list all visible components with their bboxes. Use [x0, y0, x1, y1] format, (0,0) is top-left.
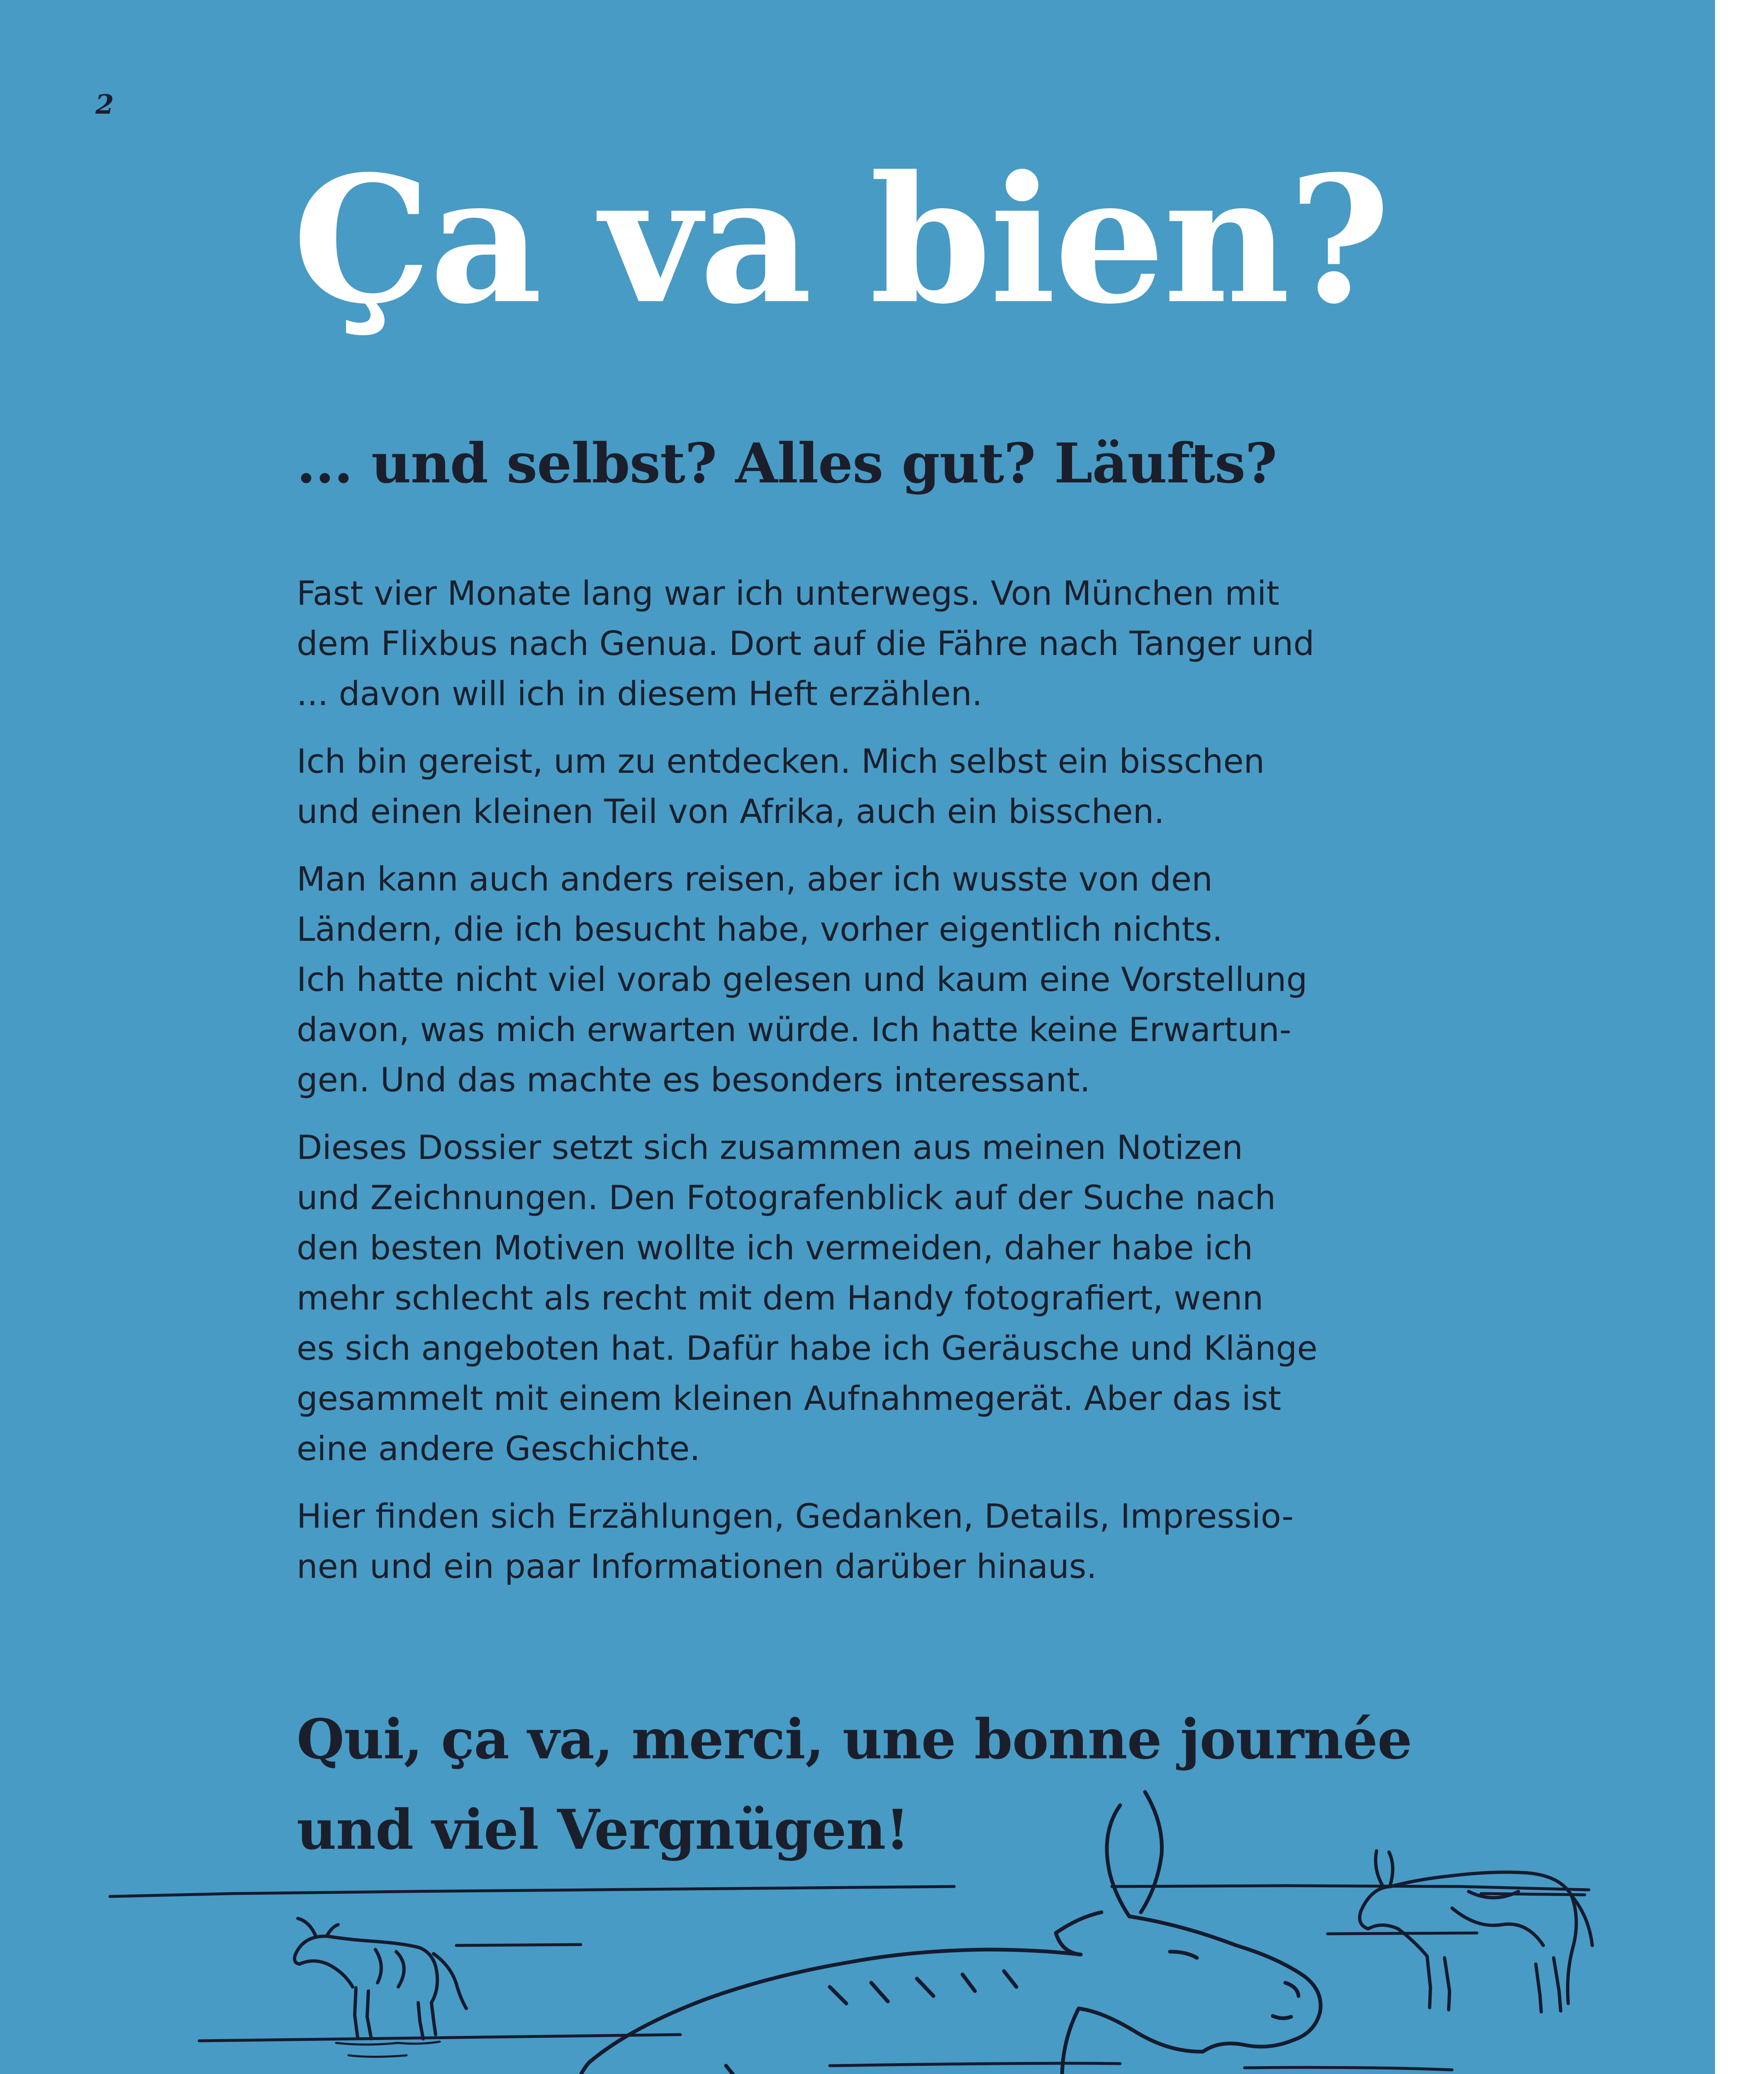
paragraph — [297, 736, 1317, 837]
text-line: gen. Und das machte es besonders interessant. — [297, 1061, 1091, 1099]
text-line: Ländern, die ich besucht habe, vorher eigentlich nichts. — [297, 910, 1223, 949]
paragraph — [297, 854, 1317, 1105]
text-line: Hier finden sich Erzählungen, Gedanken, Details, Impressio- — [297, 1497, 1294, 1536]
paragraph — [297, 1122, 1317, 1474]
text-line: Man kann auch anders reisen, aber ich wusste von den — [297, 860, 1213, 898]
text-line: mehr schlecht als recht mit dem Handy fotografiert, wenn — [297, 1279, 1264, 1317]
text-line: Ich bin gereist, um zu entdecken. Mich selbst ein bisschen — [297, 742, 1265, 781]
paragraph — [297, 1491, 1317, 1592]
page-number: 2 — [95, 89, 114, 120]
horizon-lines — [110, 1886, 1589, 2074]
small-bull-left — [295, 1918, 466, 2057]
page-title: Ça va bien? — [292, 138, 1389, 343]
text-line: davon, was mich erwarten würde. Ich hatte keine Erwartun- — [297, 1010, 1291, 1049]
closing-line: Qui, ça va, merci, une bonne journée — [297, 1707, 1412, 1772]
text-line: es sich angeboten hat. Dafür habe ich Geräusche und Klänge — [297, 1329, 1318, 1368]
paragraph — [297, 568, 1317, 719]
standing-cow-right — [1360, 1851, 1592, 2012]
subtitle: ... und selbst? Alles gut? Läufts? — [297, 431, 1277, 496]
text-line: den besten Motiven wollte ich vermeiden, daher habe ich — [297, 1229, 1253, 1267]
resting-bull-centre — [576, 1792, 1336, 2074]
text-line: gesammelt mit einem kleinen Aufnahmegerät. Aber das ist — [297, 1379, 1282, 1418]
cattle-sketch-illustration — [0, 1763, 1715, 2074]
text-line: nen und ein paar Informationen darüber hinaus. — [297, 1547, 1097, 1586]
text-line: Fast vier Monate lang war ich unterwegs. Von München mit — [297, 574, 1279, 613]
closing-line: und viel Vergnügen! — [297, 1798, 909, 1862]
text-line: dem Flixbus nach Genua. Dort auf die Fähre nach Tanger und — [297, 624, 1315, 663]
text-line: ... davon will ich in diesem Heft erzählen. — [297, 674, 983, 713]
text-line: Ich hatte nicht viel vorab gelesen und kaum eine Vorstellung — [297, 960, 1308, 999]
text-line: Dieses Dossier setzt sich zusammen aus meinen Notizen — [297, 1128, 1243, 1167]
text-line: und Zeichnungen. Den Fotografenblick auf der Suche nach — [297, 1178, 1276, 1217]
body-text — [297, 568, 1317, 1609]
text-line: und einen kleinen Teil von Afrika, auch ein bisschen. — [297, 792, 1165, 831]
text-line: eine andere Geschichte. — [297, 1429, 700, 1468]
